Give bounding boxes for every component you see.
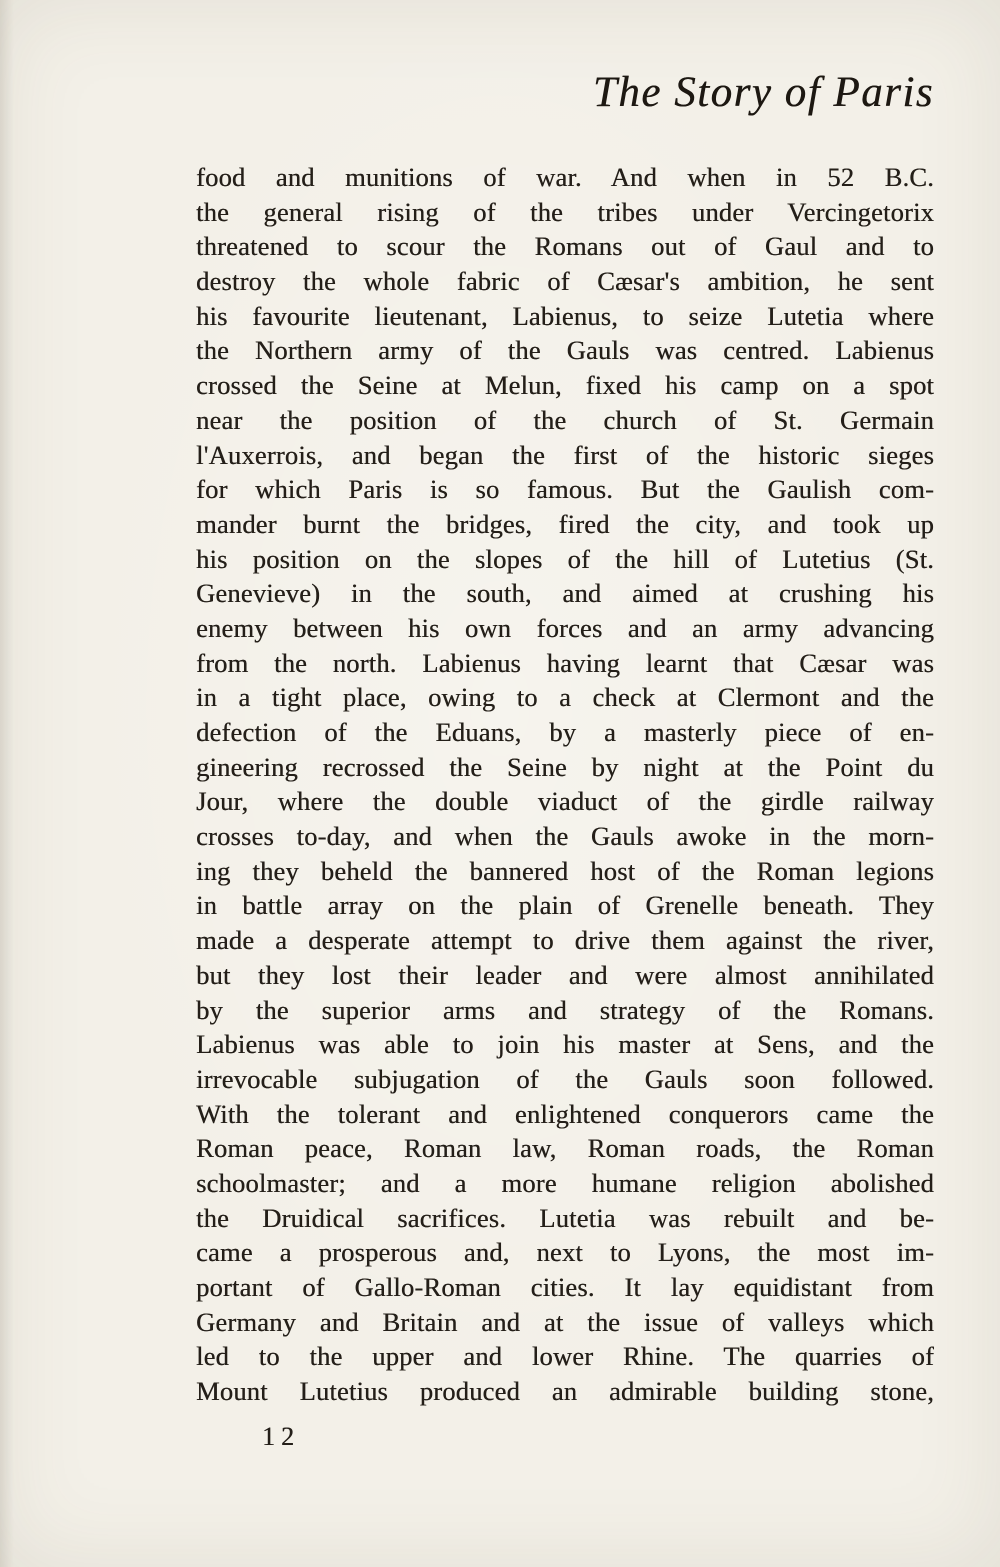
text-line: near the position of the church of St. Germain bbox=[196, 404, 934, 435]
text-line: ing they beheld the bannered host of the Roman legions bbox=[196, 855, 934, 886]
text-line: came a prosperous and, next to Lyons, the most im- bbox=[196, 1237, 934, 1268]
text-line: the general rising of the tribes under Vercingetorix bbox=[196, 196, 934, 227]
text-line: Mount Lutetius produced an admirable building stone, bbox=[196, 1376, 934, 1407]
text-line: the Druidical sacrifices. Lutetia was rebuilt and be- bbox=[196, 1202, 934, 1233]
text-line: irrevocable subjugation of the Gauls soon followed. bbox=[196, 1063, 934, 1094]
text-line: crossed the Seine at Melun, fixed his camp on a spot bbox=[196, 370, 934, 401]
text-line: made a desperate attempt to drive them against the river, bbox=[196, 925, 934, 956]
text-line: in a tight place, owing to a check at Clermont and the bbox=[196, 682, 934, 713]
text-line: schoolmaster; and a more humane religion abolished bbox=[196, 1167, 934, 1198]
text-line: With the tolerant and enlightened conquerors came the bbox=[196, 1098, 934, 1129]
text-line: destroy the whole fabric of Cæsar's ambition, he sent bbox=[196, 266, 934, 297]
text-line: gineering recrossed the Seine by night at the Point du bbox=[196, 751, 934, 782]
text-line: for which Paris is so famous. But the Gaulish com- bbox=[196, 474, 934, 505]
text-line: but they lost their leader and were almost annihilated bbox=[196, 959, 934, 990]
text-line: Genevieve) in the south, and aimed at crushing his bbox=[196, 578, 934, 609]
page-number: 12 bbox=[262, 1422, 300, 1451]
text-line: by the superior arms and strategy of the Romans. bbox=[196, 994, 934, 1025]
text-line: from the north. Labienus having learnt that Cæsar was bbox=[196, 647, 934, 678]
text-line: portant of Gallo-Roman cities. It lay equidistant from bbox=[196, 1272, 934, 1302]
text-line: Germany and Britain and at the issue of valleys which bbox=[196, 1306, 934, 1337]
text-line: his position on the slopes of the hill of Lutetius (St. bbox=[196, 543, 934, 574]
text-line: Labienus was able to join his master at Sens, and the bbox=[196, 1029, 934, 1060]
text-line: led to the upper and lower Rhine. The quarries of bbox=[196, 1341, 934, 1372]
text-line: food and munitions of war. And when in 52 B.C. bbox=[196, 162, 934, 192]
body-text-block bbox=[196, 160, 934, 1409]
text-line: threatened to scour the Romans out of Gaul and to bbox=[196, 231, 934, 262]
text-line: Jour, where the double viaduct of the girdle railway bbox=[196, 786, 934, 817]
text-line: his favourite lieutenant, Labienus, to seize Lutetia where bbox=[196, 300, 934, 331]
text-line: Roman peace, Roman law, Roman roads, the Roman bbox=[196, 1133, 934, 1164]
text-line: l'Auxerrois, and began the first of the historic sieges bbox=[196, 439, 934, 470]
text-line: the Northern army of the Gauls was centred. Labienus bbox=[196, 335, 934, 366]
text-line: mander burnt the bridges, fired the city, and took up bbox=[196, 508, 934, 539]
running-header-title: The Story of Paris bbox=[592, 69, 934, 116]
text-line: enemy between his own forces and an army advancing bbox=[196, 612, 934, 643]
text-line: crosses to-day, and when the Gauls awoke in the morn- bbox=[196, 821, 934, 852]
text-line: in battle array on the plain of Grenelle beneath. They bbox=[196, 890, 934, 921]
text-line: defection of the Eduans, by a masterly piece of en- bbox=[196, 717, 934, 747]
